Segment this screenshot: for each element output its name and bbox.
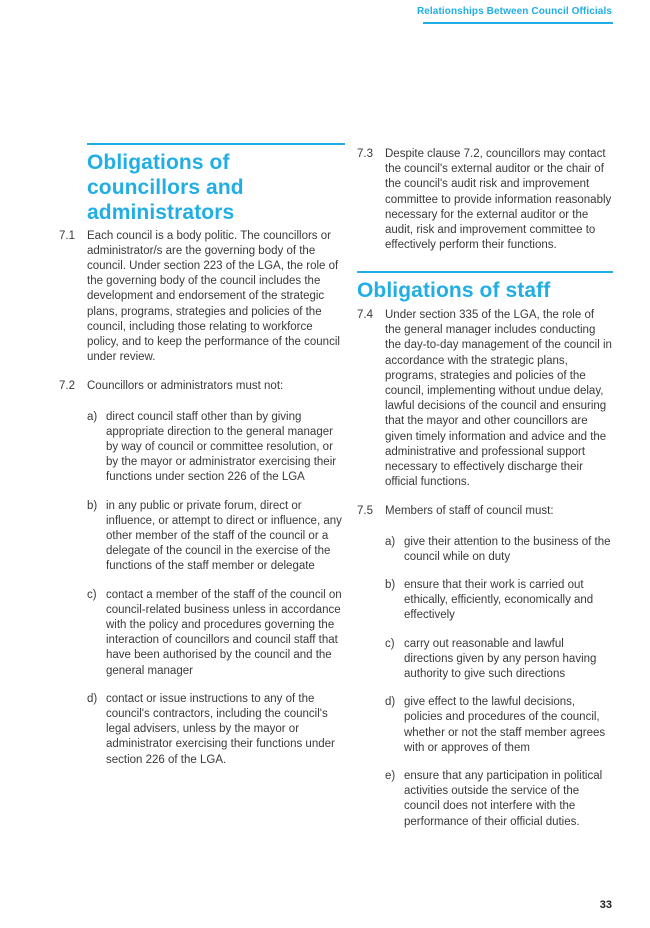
- clause-number: 7.2: [59, 380, 75, 393]
- clause-text: Each council is a body politic. The councillors or administrator/s are the governing body of the council. Under section 223 of the LGA, the role of the governing body of the council includes the development and endorsement of the strategic plans, programs, strategies and policies of the council, including those relating to workforce policy, and to keep the performance of the council under review.: [87, 229, 340, 364]
- clause-text: Under section 335 of the LGA, the role of the general manager includes conducting the day-to-day management of the council in accordance with the strategic plans, programs, strategies and policies of the council, implementing without undue delay, lawful decisions of the council and ensuring that the mayor and other councillors are given timely information and advice and the administrative and professional support necessary to effectively discharge their official functions.: [385, 308, 612, 489]
- left-column: [59, 143, 345, 768]
- list-item: [385, 637, 613, 683]
- clause-text: Members of staff of council must:: [385, 505, 554, 518]
- list-item-text: carry out reasonable and lawful directions given by any person having authority to give such directions: [404, 637, 597, 680]
- sub-clause-list: [385, 535, 613, 830]
- section-heading-councillors: Obligations of councillors and administrators: [87, 150, 244, 224]
- clause-7-3: [357, 147, 613, 253]
- list-item-letter: a): [385, 535, 396, 548]
- clause-7-4: [357, 308, 613, 490]
- section-rule: [87, 143, 345, 145]
- list-item: [385, 695, 613, 756]
- list-item-letter: b): [385, 578, 396, 591]
- list-item: [385, 769, 613, 830]
- clause-number: 7.5: [357, 505, 373, 518]
- list-item-text: ensure that their work is carried out ethically, efficiently, economically and effectively: [404, 578, 594, 622]
- list-item: [385, 578, 613, 624]
- sub-clause-list: [87, 410, 345, 768]
- section-rule: [357, 271, 613, 273]
- clause-number: 7.3: [357, 148, 373, 160]
- clause-text: Despite clause 7.2, councillors may contact the council's external auditor or the chair of the council's audit risk and improvement committee to provide information reasonably necessary for the external auditor or the audit, risk and improvement committee to effectively perform their functions.: [385, 148, 612, 252]
- list-item: [385, 535, 613, 565]
- list-item: [87, 692, 345, 768]
- list-item-text: direct council staff other than by giving appropriate direction to the general manager by way of council or committee resolution, or by the mayor or administrator exercising their functions under section 226 of the LGA: [106, 410, 337, 484]
- list-item: [87, 499, 345, 575]
- list-item: [87, 410, 345, 486]
- list-item-text: in any public or private forum, direct or influence, or attempt to direct or influence, any other member of the staff of the council or a delegate of the council in the exercise of the functions of the staff member or delegate: [106, 499, 342, 573]
- clause-number: 7.1: [59, 229, 75, 242]
- clause-7-2: [59, 379, 345, 767]
- page-number: 33: [599, 899, 612, 911]
- list-item-letter: d): [385, 696, 396, 709]
- clause-7-5: [357, 504, 613, 829]
- list-item-letter: c): [385, 637, 395, 650]
- list-item-letter: d): [87, 692, 98, 705]
- clause-text: Councillors or administrators must not:: [87, 380, 284, 393]
- list-item-text: ensure that any participation in political activities outside the service of the council does not interfere with the performance of their official duties.: [404, 770, 603, 828]
- list-item-letter: e): [385, 770, 396, 782]
- section-heading-staff: Obligations of staff: [357, 278, 551, 302]
- right-column: [357, 143, 613, 830]
- list-item-letter: b): [87, 499, 98, 512]
- header-rule: [423, 22, 613, 24]
- clause-7-1: [59, 229, 345, 366]
- list-item-text: give effect to the lawful decisions, policies and procedures of the council, whether or not the staff member agrees with or approves of them: [404, 696, 606, 754]
- list-item-text: give their attention to the business of the council while on duty: [404, 535, 611, 563]
- staff-section: [357, 271, 613, 829]
- list-item-text: contact or issue instructions to any of the council's contractors, including the council's legal advisers, unless by the mayor or administrator exercising their functions under section 226 of the LGA.: [106, 692, 335, 766]
- list-item-letter: c): [87, 588, 97, 601]
- list-item-letter: a): [87, 410, 98, 423]
- list-item-text: contact a member of the staff of the council on council-related business unless in accordance with the policy and procedures governing the interaction of councillors and council staff that have been authorised by the council and the general manager: [106, 588, 342, 677]
- clause-number: 7.4: [357, 308, 373, 321]
- running-header: Relationships Between Council Officials: [416, 6, 612, 17]
- list-item: [87, 588, 345, 679]
